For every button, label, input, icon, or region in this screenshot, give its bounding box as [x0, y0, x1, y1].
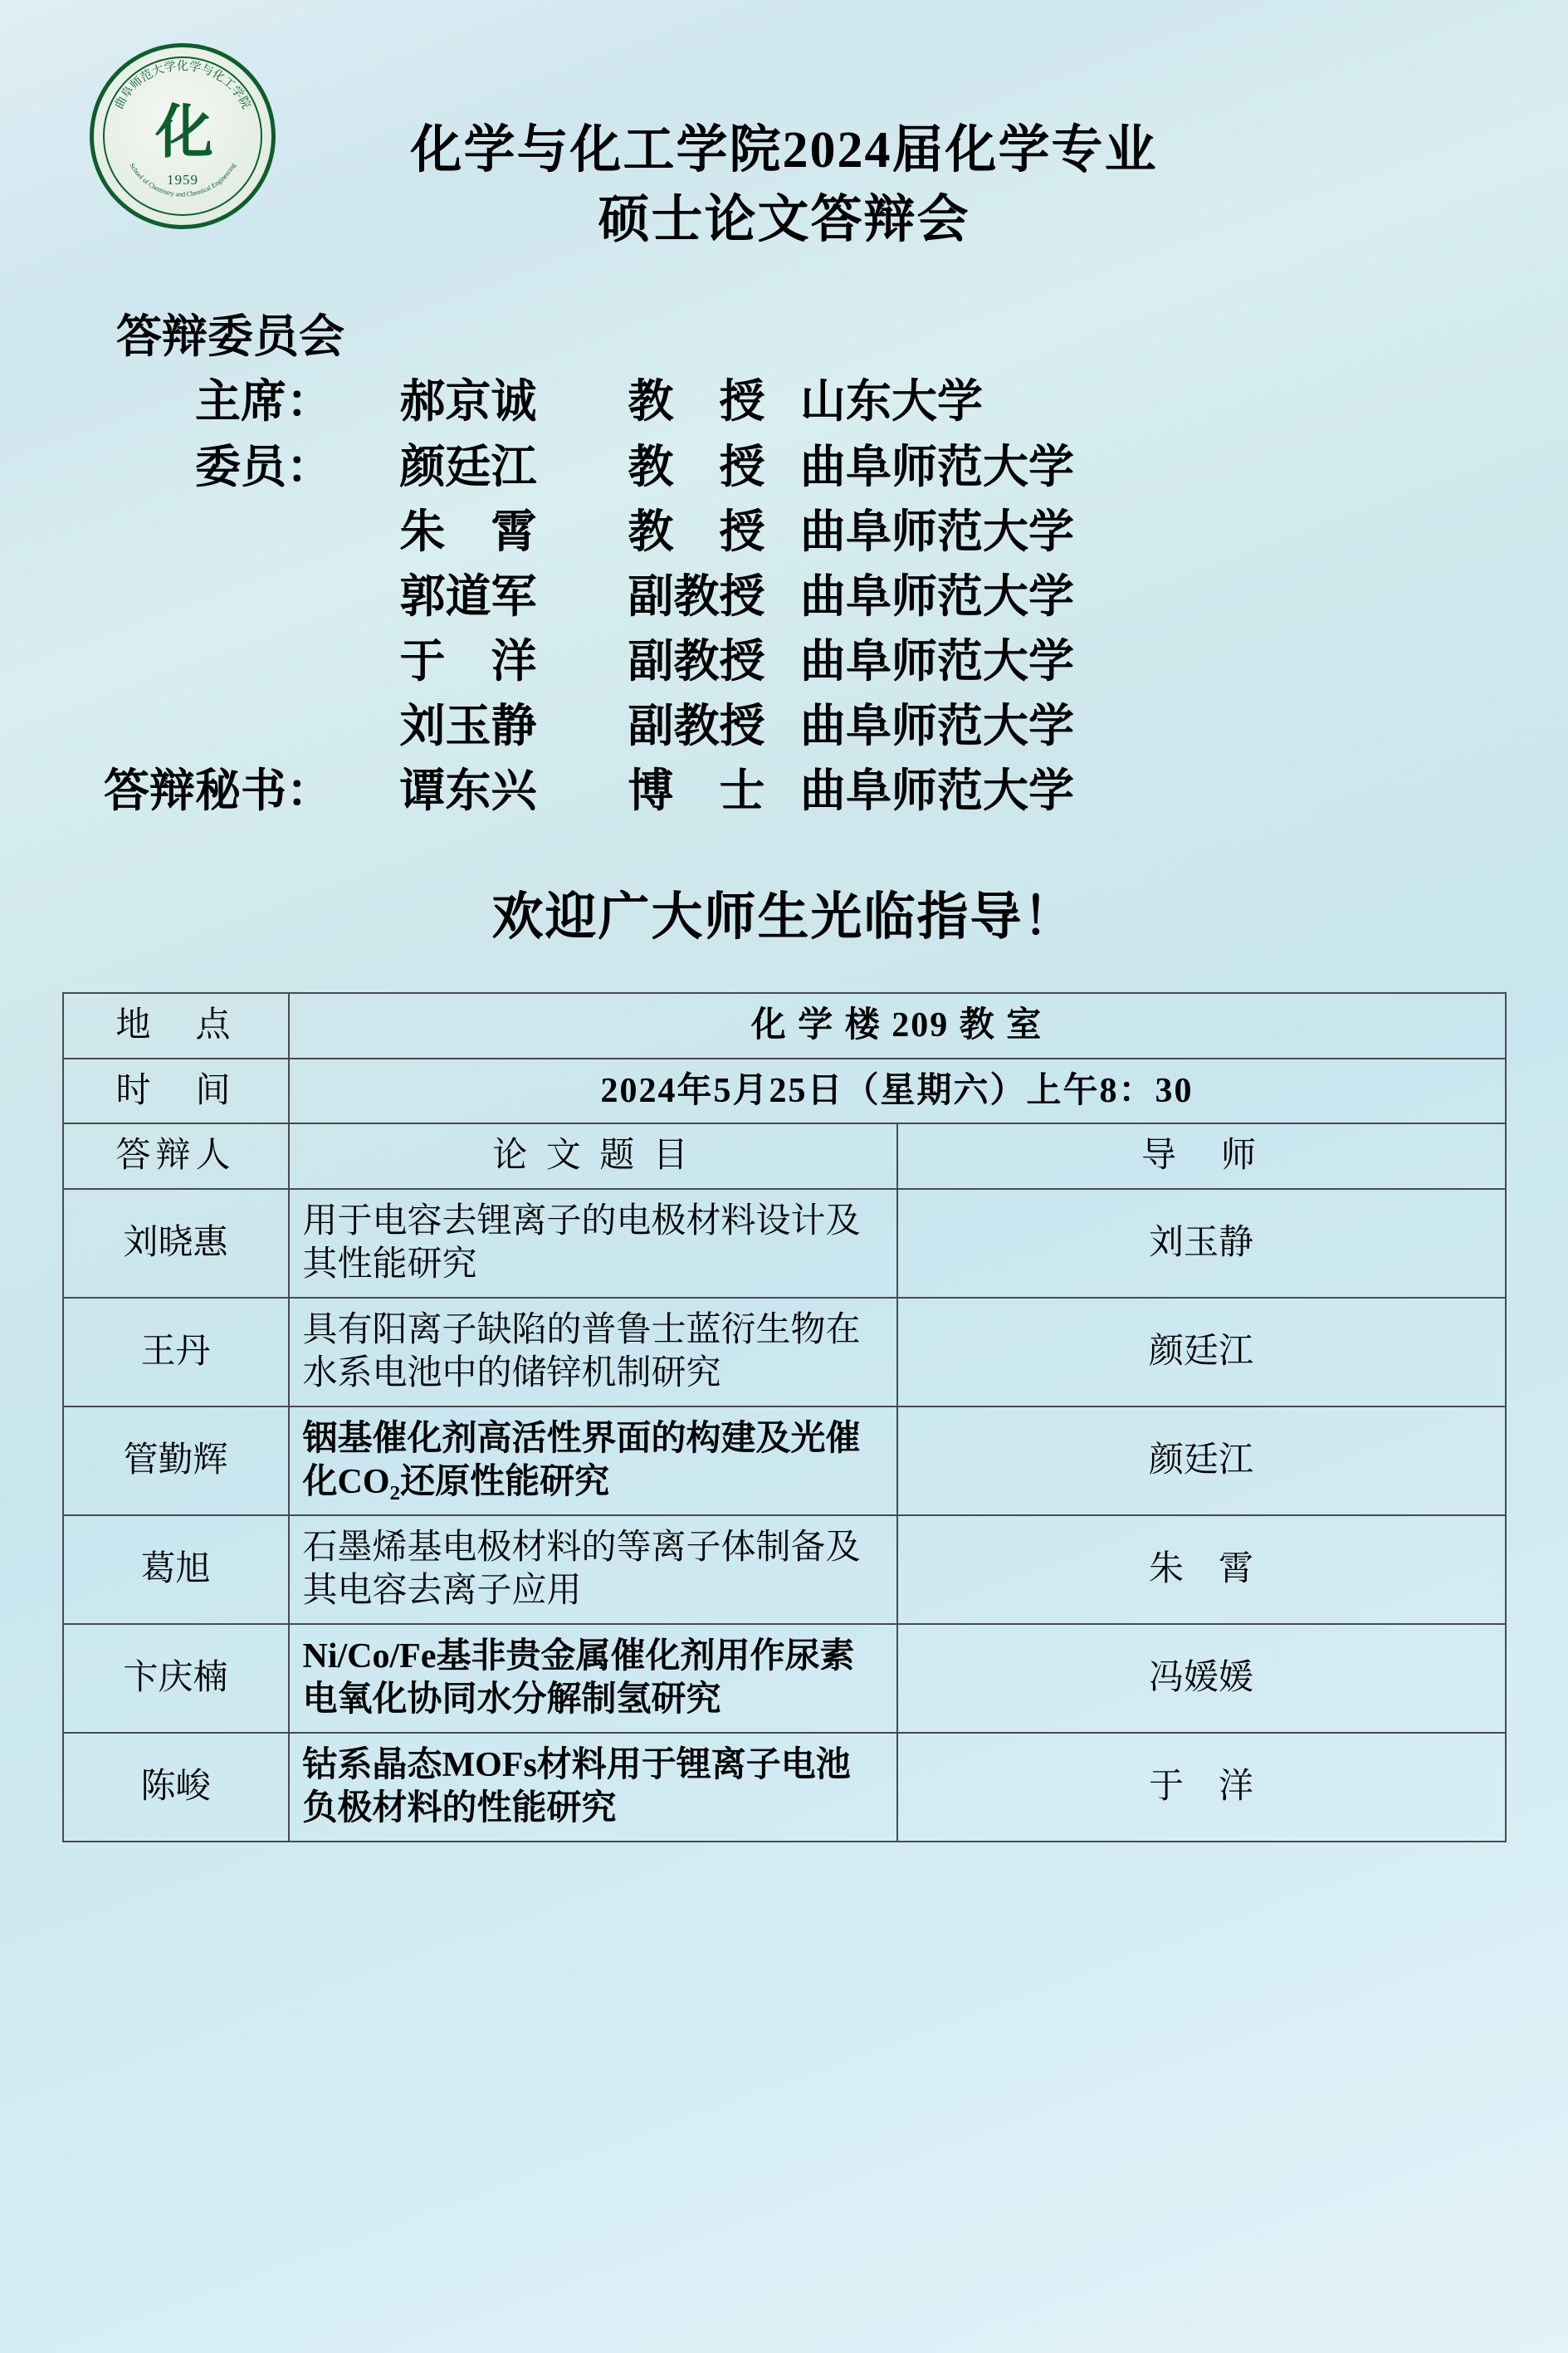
committee-role	[58, 629, 344, 694]
committee-role	[58, 694, 344, 759]
time-label: 时 间	[63, 1059, 289, 1124]
advisor-name: 颜廷江	[897, 1298, 1506, 1406]
committee-org: 曲阜师范大学	[800, 570, 1075, 622]
thesis-title: 具有阳离子缺陷的普鲁士蓝衍生物在水系电池中的储锌机制研究	[289, 1298, 897, 1406]
advisor-name: 朱 霄	[897, 1515, 1506, 1624]
column-header-person: 答辩人	[63, 1123, 289, 1189]
committee-org: 曲阜师范大学	[800, 635, 1075, 687]
committee-role: 委员：	[194, 441, 332, 492]
student-name: 刘晓惠	[63, 1189, 289, 1298]
committee-row	[58, 435, 1510, 500]
defense-info-table	[62, 992, 1507, 1842]
committee-org: 山东大学	[800, 376, 984, 428]
time-value: 2024年5月25日（星期六）上午8：30	[289, 1059, 1506, 1124]
table-row	[63, 1189, 1506, 1298]
table-row	[63, 1515, 1506, 1624]
table-row	[63, 1298, 1506, 1406]
committee-org: 曲阜师范大学	[800, 506, 1075, 557]
student-name: 王丹	[63, 1298, 289, 1406]
committee-role: 答辩秘书：	[103, 766, 332, 817]
logo-arc-top-text: 曲阜师范大学化学与化工学院	[112, 59, 253, 112]
student-name: 葛旭	[63, 1515, 289, 1624]
column-header-thesis: 论 文 题 目	[289, 1123, 897, 1189]
advisor-name: 颜廷江	[897, 1406, 1506, 1515]
thesis-title: Ni/Co/Fe基非贵金属催化剂用作尿素电氧化协同水分解制氢研究	[289, 1624, 897, 1733]
committee-name: 颜廷江	[399, 441, 537, 492]
committee-rank: 教 授	[628, 506, 765, 557]
student-name: 管勤辉	[63, 1406, 289, 1515]
committee-section	[58, 305, 1510, 824]
committee-row	[58, 629, 1510, 694]
committee-name: 谭东兴	[399, 766, 537, 817]
committee-org: 曲阜师范大学	[800, 700, 1075, 751]
thesis-title: 石墨烯基电极材料的等离子体制备及其电容去离子应用	[289, 1515, 897, 1624]
committee-row	[58, 369, 1510, 434]
committee-org: 曲阜师范大学	[800, 766, 1075, 817]
title-line-1: 化学与化工学院2024届化学专业	[410, 122, 1158, 179]
table-header-row	[63, 1123, 1506, 1189]
table-row	[63, 1733, 1506, 1842]
committee-row	[58, 500, 1510, 565]
logo-year: 1959	[167, 172, 198, 188]
committee-role	[58, 500, 344, 565]
committee-row	[58, 694, 1510, 759]
logo-arc-text	[94, 47, 271, 225]
table-row-location	[63, 993, 1506, 1059]
committee-name: 于 洋	[399, 635, 537, 687]
committee-rank: 副教授	[628, 570, 765, 622]
committee-row	[58, 759, 1510, 824]
committee-role	[58, 565, 344, 629]
logo-mark: 化	[155, 101, 210, 165]
title-line-2: 硕士论文答辩会	[598, 191, 970, 248]
logo-arc-bottom-text: School of Chemistry and Chemical Engineering	[128, 161, 237, 198]
committee-rank: 副教授	[628, 635, 765, 687]
committee-row	[58, 565, 1510, 629]
thesis-title: 钴系晶态MOFs材料用于锂离子电池负极材料的性能研究	[289, 1733, 897, 1842]
location-value: 化 学 楼 209 教 室	[289, 993, 1506, 1059]
table-row	[63, 1624, 1506, 1733]
student-name: 陈峻	[63, 1733, 289, 1842]
committee-rank: 教 授	[628, 441, 765, 492]
advisor-name: 冯媛媛	[897, 1624, 1506, 1733]
advisor-name: 于 洋	[897, 1733, 1506, 1842]
committee-rank: 教 授	[628, 376, 765, 428]
committee-name: 郝京诚	[399, 376, 537, 428]
column-header-advisor: 导 师	[897, 1123, 1506, 1189]
table-row-time	[63, 1059, 1506, 1124]
thesis-title: 铟基催化剂高活性界面的构建及光催化CO₂还原性能研究	[289, 1406, 897, 1515]
table-row	[63, 1406, 1506, 1515]
school-logo	[90, 43, 276, 229]
committee-org: 曲阜师范大学	[800, 441, 1075, 492]
student-name: 卞庆楠	[63, 1624, 289, 1733]
thesis-title: 用于电容去锂离子的电极材料设计及其性能研究	[289, 1189, 897, 1298]
svg-text:曲阜师范大学化学与化工学院	[112, 59, 254, 111]
committee-rank: 博 士	[628, 766, 765, 817]
committee-role: 主席：	[194, 376, 332, 428]
committee-heading: 答辩委员会	[116, 311, 345, 363]
committee-name: 刘玉静	[399, 700, 537, 751]
location-label: 地 点	[63, 993, 289, 1059]
page-title	[58, 0, 1510, 255]
committee-rank: 副教授	[628, 700, 765, 751]
welcome-text: 欢迎广大师生光临指导！	[491, 889, 1077, 947]
advisor-name: 刘玉静	[897, 1189, 1506, 1298]
committee-name: 郭道军	[399, 570, 537, 622]
committee-name: 朱 霄	[399, 506, 537, 557]
